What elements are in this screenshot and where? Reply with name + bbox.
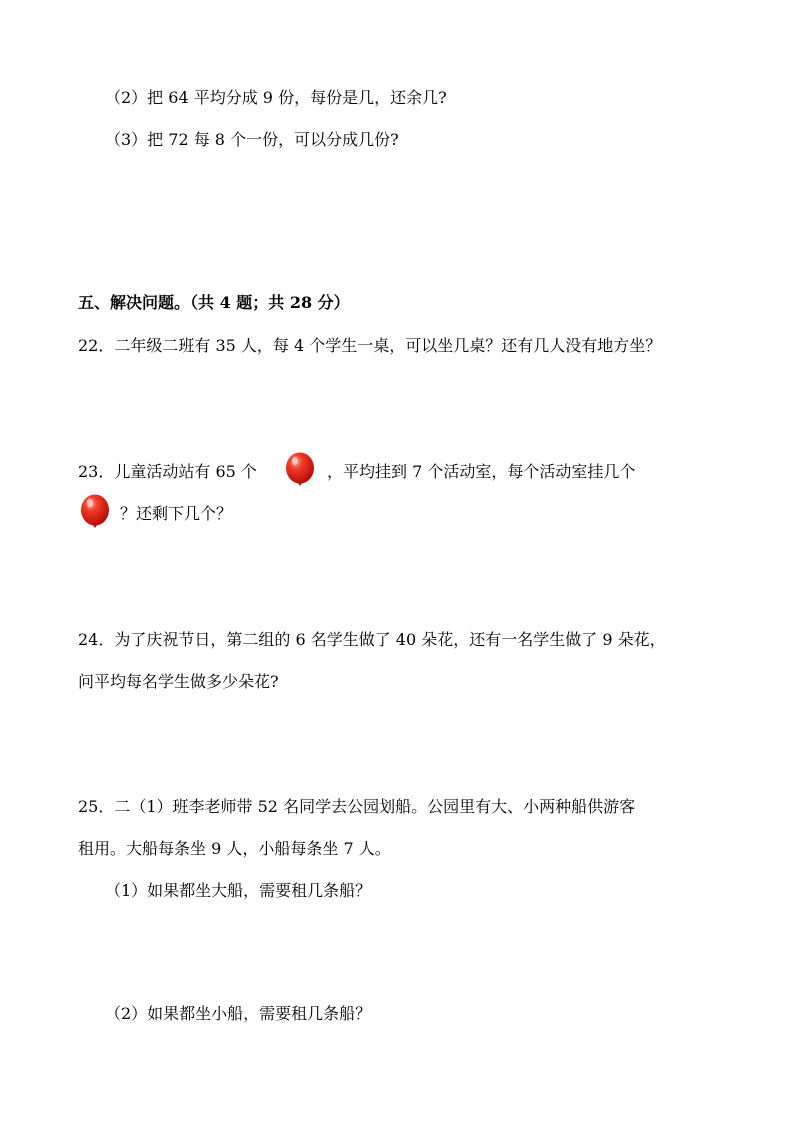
question-21-part-2: （2）把 64 平均分成 9 份，每份是几，还余几? <box>105 88 447 107</box>
question-23-text-start: 23．儿童活动站有 65 个 <box>78 462 257 481</box>
question-24-line-1: 24．为了庆祝节日，第二组的 6 名学生做了 40 朵花，还有一名学生做了 9 朵花， <box>78 630 666 649</box>
question-25-line-1: 25．二（1）班李老师带 52 名同学去公园划船。公园里有大、小两种船供游客 <box>78 797 636 816</box>
question-23-text-end: ？还剩下几个？ <box>120 504 233 523</box>
section-5-title: 五、解决问题。（共 4 题；共 28 分） <box>78 293 350 312</box>
question-22-text: 22．二年级二班有 35 人，每 4 个学生一桌，可以坐几桌？还有几人没有地方坐？ <box>78 336 662 355</box>
question-25-part-1: （1）如果都坐大船，需要租几条船？ <box>105 881 372 900</box>
question-25-line-2: 租用。大船每条坐 9 人，小船每条坐 7 人。 <box>78 839 391 858</box>
balloon-icon <box>285 452 315 490</box>
balloon-icon <box>80 494 110 532</box>
question-25-part-2: （2）如果都坐小船，需要租几条船？ <box>105 1004 372 1023</box>
question-23-text-middle: ，平均挂到 7 个活动室，每个活动室挂几个 <box>327 462 636 481</box>
question-24-line-2: 问平均每名学生做多少朵花? <box>78 672 279 691</box>
question-21-part-3: （3）把 72 每 8 个一份，可以分成几份? <box>105 130 399 149</box>
